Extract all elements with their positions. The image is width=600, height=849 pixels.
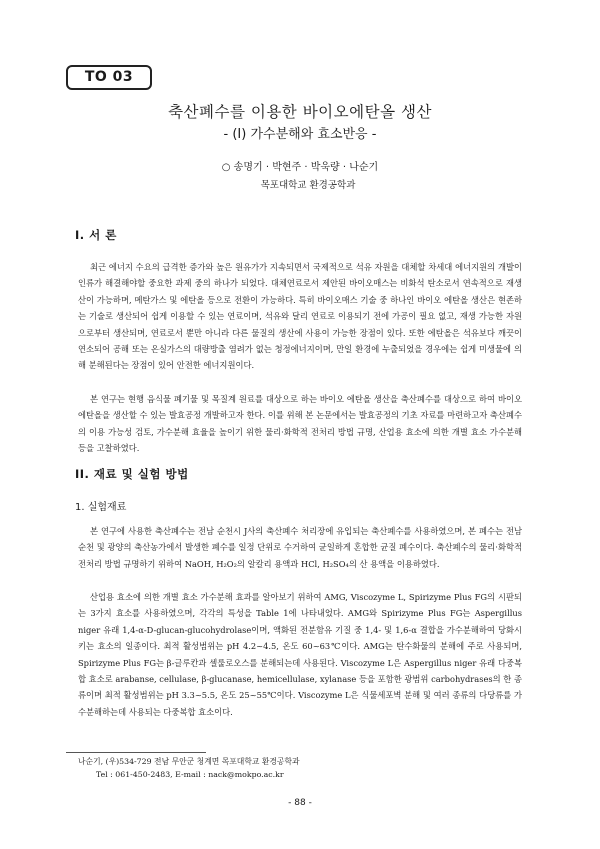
page-number: - 88 - xyxy=(288,798,312,808)
paper-subtitle: - (I) 가수분해와 효소반응 - xyxy=(223,127,377,142)
footnote-address: 나순기, (우)534-729 전남 무안군 청계면 목포대학교 환경공학과 xyxy=(78,757,300,766)
materials-paragraph-1: 본 연구에 사용한 축산폐수는 전남 순천시 J사의 축산폐수 처리장에 유입되는 축산폐수를 사용하였으며, 본 폐수는 전남 순천 및 광양의 축산농가에서 발생한 폐수를 일정 단위로 수거하여 균일하게 혼합한 균질 폐수이다. 축산폐수의 물리·화학적 전처리 방법 규명하기 위하여 NaOH, H₂O₂의 알칼리 용액과 HCl, H₂SO₄의 산 용액을 이용하였다. xyxy=(78,526,522,569)
footnote-divider xyxy=(66,752,206,753)
section-heading-introduction: I. 서 론 xyxy=(75,228,117,242)
subsection-heading-materials: 1. 실험재료 xyxy=(75,502,127,513)
paper-title: 축산폐수를 이용한 바이오에탄올 생산 xyxy=(168,103,432,121)
session-code-badge: TO 03 xyxy=(66,65,152,90)
materials-paragraph-2: 산업용 효소에 의한 개별 효소 가수분해 효과를 알아보기 위하여 AMG, Viscozyme L, Spirizyme Plus FG의 시판되는 3가지 효소를 사용하였으며, 각각의 특성을 Table 1에 나타내었다. AMG와 Spirizyme Plus FG는 Aspergillus niger 유래 1,4-α-D-glucan-glucohydrolase이며, 액화된 전분함유 기질 중 1,4- 및 1,6-α 결합을 가수분해하여 당화시키는 효소의 일종이다. 최적 활성범위는 pH 4.2~4.5, 온도 60~63℃이다. AMG는 탄수화물의 분해에 주로 사용되며, Spirizyme Plus FG는 β-글루칸과 셀룰로오스를 분해되는데 사용된다. Viscozyme L은 Aspergillus niger 유래 다중복합 효소로 arabanse, cellulase, β-glucanase, hemicellulase, xylanase 등을 포함한 광범위 carbohydrases의 한 종류이며 최적 활성범위는 pH 3.3~5.5, 온도 25~55℃이다. Viscozyme L은 식물세포벽 분해 및 여러 종류의 다당류를 가수분해하는데 사용되는 다중복합 효소이다. xyxy=(78,592,522,717)
author-list: ○ 송명기 · 박현주 · 박욱량 · 나순기 xyxy=(221,162,379,173)
affiliation: 목포대학교 환경공학과 xyxy=(260,180,356,191)
section-heading-materials-methods: II. 재료 및 실험 방법 xyxy=(75,467,189,481)
intro-paragraph-1: 최근 에너지 수요의 급격한 증가와 높은 원유가가 지속되면서 국제적으로 석유 자원을 대체할 차세대 에너지원의 개발이 인류가 해결해야할 중요한 과제 중의 하나가 되었다. 대체연료로서 제안된 바이오매스는 비화석 탄소로서 연속적으로 재생산이 가능하며, 메탄가스 및 에탄올 등으로 전환이 가능하다. 특히 바이오매스 기술 중 하나인 바이오 에탄올 생산은 현존하는 기술로 생산되어 쉽게 이용할 수 있는 연료이며, 석유와 달리 연료로 이용되기 전에 가공이 필요 없고, 재생 가능한 자원으로부터 생산되며, 연료로서 뿐만 아니라 다른 물질의 생산에 사용이 가능한 장점이 있다. 또한 에탄올은 석유보다 깨끗이 연소되어 공해 또는 온실가스의 대량방출 염려가 없는 청정에너지이며, 만일 환경에 누출되었을 경우에는 쉽게 미생물에 의해 분해된다는 장점이 있어 안전한 에너지원이다. xyxy=(78,262,522,371)
footnote-contact: Tel : 061-450-2483, E-mail : nack@mokpo.ac.kr xyxy=(96,770,284,779)
intro-paragraph-2: 본 연구는 현행 음식물 폐기물 및 목질계 원료를 대상으로 하는 바이오 에탄올 생산을 축산폐수를 대상으로 하여 바이오에탄올을 생산할 수 있는 발효공정 개발하고자 한다. 이를 위해 본 논문에서는 발효공정의 기초 자료를 마련하고자 축산폐수의 이용 가능성 검토, 가수분해 효율을 높이기 위한 물리·화학적 전처리 방법 규명, 산업용 효소에 의한 개별 효소 가수분해 등을 고찰하였다. xyxy=(78,394,522,454)
